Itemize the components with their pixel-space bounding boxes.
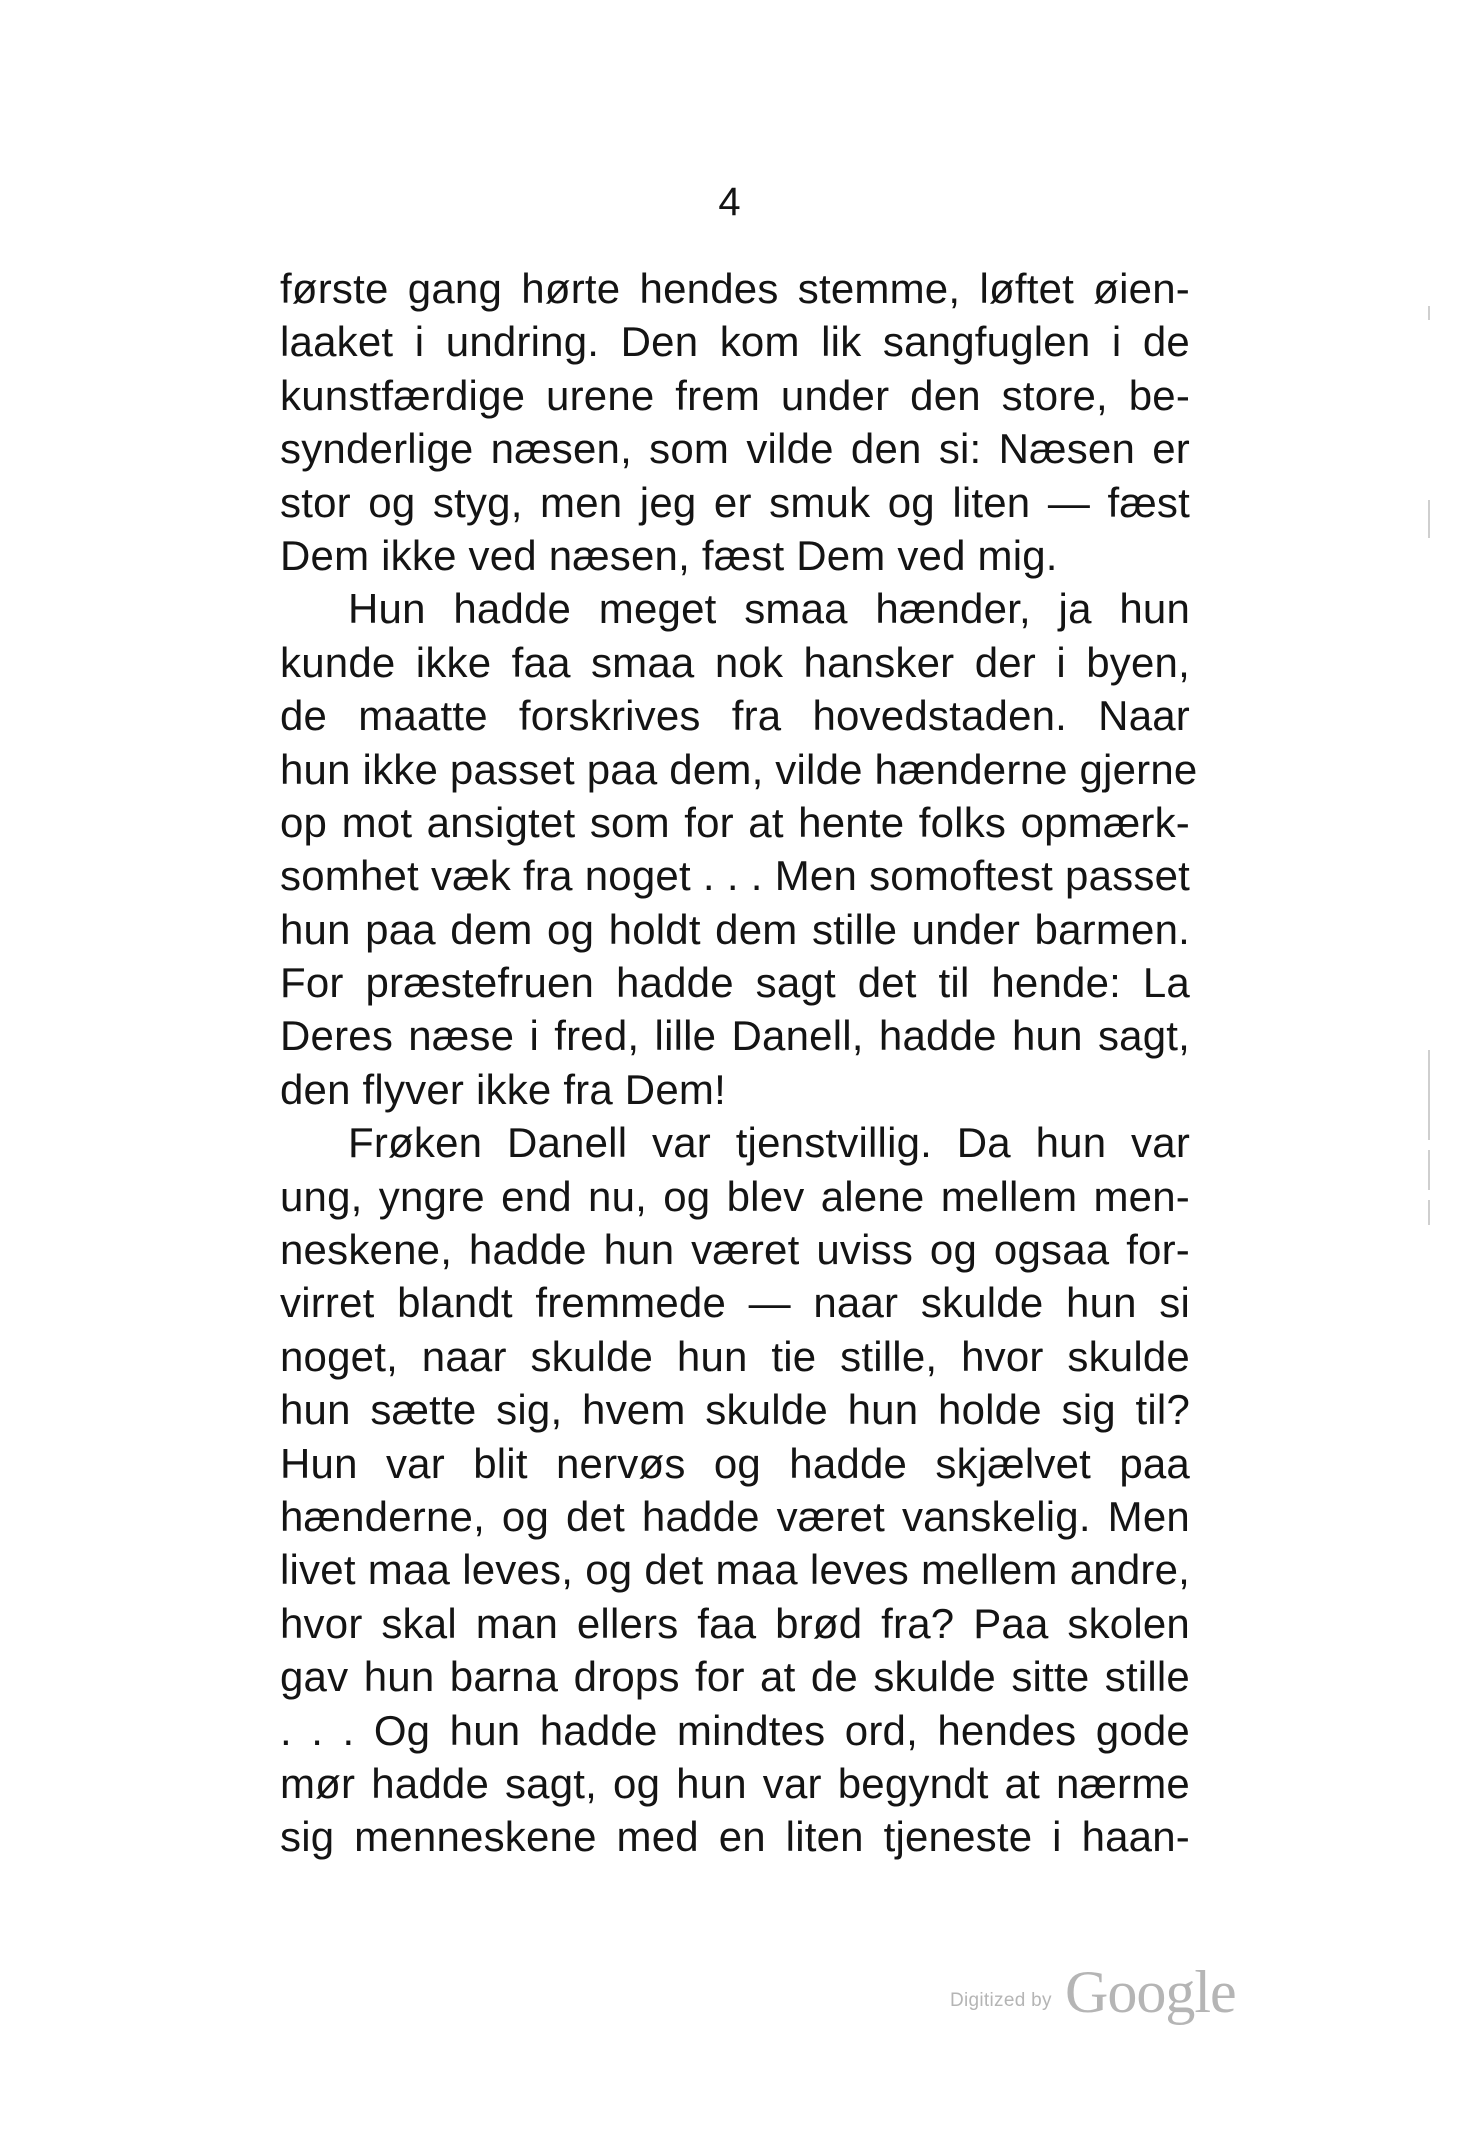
scan-artifact	[1428, 1150, 1430, 1190]
text-line: kunstfærdige urene frem under den store, be-	[280, 371, 1190, 419]
text-line: op mot ansigtet som for at hente folks opmærk-	[280, 798, 1190, 846]
text-line: mør hadde sagt, og hun var begyndt at nærme	[280, 1759, 1190, 1807]
text-line: hvor skal man ellers faa brød fra? Paa skolen	[280, 1599, 1190, 1647]
text-line: den flyver ikke fra Dem!	[280, 1065, 726, 1113]
scan-artifact	[1428, 500, 1430, 538]
text-line: stor og styg, men jeg er smuk og liten — fæst	[280, 478, 1190, 526]
text-line: noget, naar skulde hun tie stille, hvor skulde	[280, 1332, 1190, 1380]
scan-artifact	[1428, 1200, 1430, 1225]
text-line: Dem ikke ved næsen, fæst Dem ved mig.	[280, 531, 1058, 579]
text-line: synderlige næsen, som vilde den si: Næsen er	[280, 425, 1190, 473]
text-line: . . . Og hun hadde mindtes ord, hendes gode	[280, 1706, 1190, 1754]
text-line: neskene, hadde hun været uviss og ogsaa for-	[280, 1226, 1190, 1274]
text-line: virret blandt fremmede — naar skulde hun si	[280, 1279, 1190, 1327]
text-line: For præstefruen hadde sagt det til hende: La	[280, 959, 1190, 1007]
text-line: hun paa dem og holdt dem stille under barmen.	[280, 905, 1190, 953]
text-line: hun sætte sig, hvem skulde hun holde sig til?	[280, 1386, 1190, 1434]
text-line: somhet væk fra noget . . . Men somoftest passet	[280, 852, 1190, 900]
paragraph-start-line: Frøken Danell var tjenstvillig. Da hun var	[348, 1119, 1190, 1167]
text-line: sig menneskene med en liten tjeneste i haan-	[280, 1813, 1190, 1861]
text-line: Deres næse i fred, lille Danell, hadde hun sagt,	[280, 1012, 1190, 1060]
text-line: kunde ikke faa smaa nok hansker der i byen,	[280, 638, 1190, 686]
watermark-prefix: Digitized by	[950, 1990, 1052, 2011]
text-line: Hun var blit nervøs og hadde skjælvet paa	[280, 1439, 1190, 1487]
text-line: laaket i undring. Den kom lik sangfuglen i de	[280, 318, 1190, 366]
page-number: 4	[718, 180, 741, 224]
text-line: første gang hørte hendes stemme, løftet øien-	[280, 265, 1190, 312]
text-line: de maatte forskrives fra hovedstaden. Naar	[280, 692, 1190, 740]
paragraph-start-line: Hun hadde meget smaa hænder, ja hun	[348, 585, 1190, 633]
text-line: livet maa leves, og det maa leves mellem andre,	[280, 1546, 1190, 1594]
scan-artifact	[1428, 1050, 1430, 1140]
text-line: hænderne, og det hadde været vanskelig. Men	[280, 1492, 1190, 1540]
text-line: hun ikke passet paa dem, vilde hænderne gjerne	[280, 745, 1198, 793]
body-text	[280, 262, 1198, 1864]
watermark-brand: Google	[1065, 1959, 1236, 2025]
digitized-watermark	[950, 1958, 1250, 2028]
text-line: gav hun barna drops for at de skulde sitte stille	[280, 1653, 1190, 1701]
scan-artifact	[1428, 306, 1430, 320]
text-line: ung, yngre end nu, og blev alene mellem men-	[280, 1172, 1190, 1220]
